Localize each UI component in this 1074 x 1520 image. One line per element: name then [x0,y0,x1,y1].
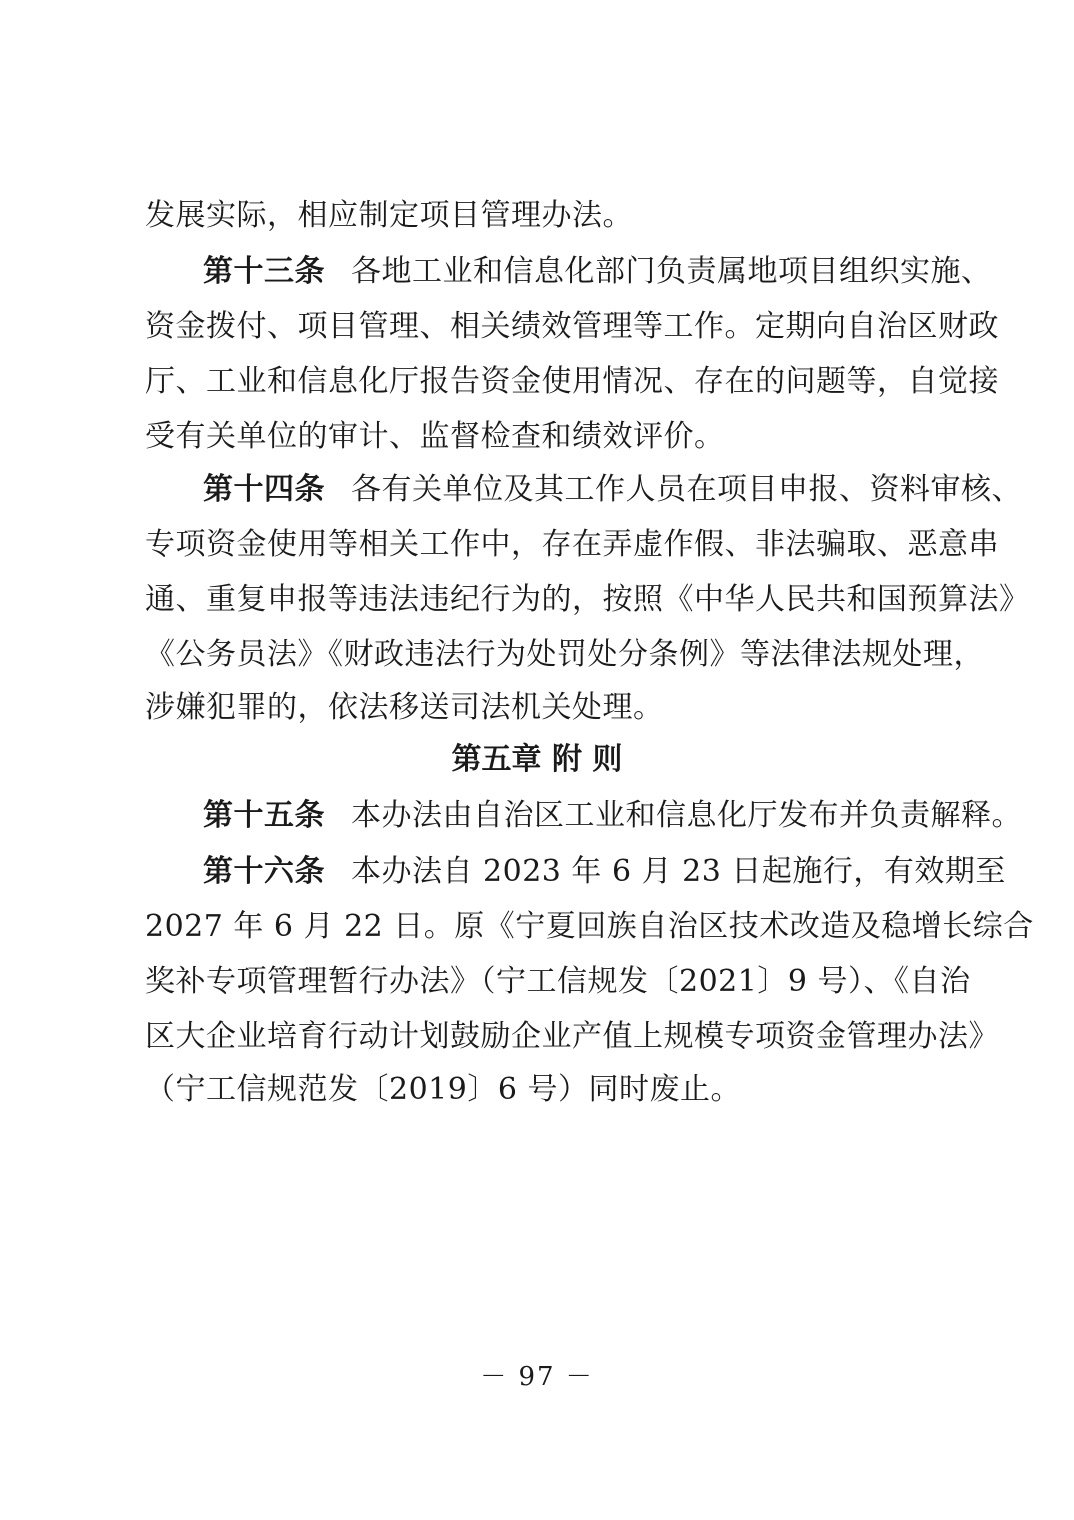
article-14-line-4: 《公务员法》《财政违法行为处罚处分条例》等法律法规处理， [145,637,984,672]
article-13-line-4: 受有关单位的审计、监督检查和绩效评价。 [145,419,725,454]
chapter-5-title: 第五章 附 则 [451,742,623,777]
article-16-heading: 第十六条 [203,854,325,889]
article-16-line-5: （宁工信规范发〔2019〕6 号）同时废止。 [145,1072,741,1107]
article-14-text-1: 各有关单位及其工作人员在项目申报、资料审核、 [351,472,1022,507]
article-13-line-3: 厅、工业和信息化厅报告资金使用情况、存在的问题等，自觉接 [145,364,999,399]
article-14-line-1 [203,470,1022,510]
article-16-line-1 [203,852,1006,892]
article-15-line-1 [203,796,1022,836]
article-16-line-2: 2027 年 6 月 22 日。原《宁夏回族自治区技术改造及稳增长综合 [145,909,1034,944]
article-13-text-1: 各地工业和信息化部门负责属地项目组织实施、 [351,254,992,289]
article-16-line-3: 奖补专项管理暂行办法》（宁工信规发〔2021〕9 号）、《自治 [145,964,971,999]
article-13-heading: 第十三条 [203,254,325,289]
article-14-line-3: 通、重复申报等违法违纪行为的，按照《中华人民共和国预算法》 [145,582,1030,617]
article-14-line-2: 专项资金使用等相关工作中，存在弄虚作假、非法骗取、恶意串 [145,527,999,562]
article-13-line-1 [203,252,1003,292]
article-13-line-2: 资金拨付、项目管理、相关绩效管理等工作。定期向自治区财政 [145,309,999,344]
carry-over-line: 发展实际，相应制定项目管理办法。 [145,198,633,233]
article-14-line-5: 涉嫌犯罪的，依法移送司法机关处理。 [145,690,664,725]
article-15-heading: 第十五条 [203,798,325,833]
article-14-heading: 第十四条 [203,472,325,507]
article-16-text-1: 本办法自 2023 年 6 月 23 日起施行，有效期至 [351,854,1006,889]
article-16-line-4: 区大企业培育行动计划鼓励企业产值上规模专项资金管理办法》 [145,1019,999,1054]
article-15-text-1: 本办法由自治区工业和信息化厅发布并负责解释。 [351,798,1022,833]
page-number: － 97 － [480,1362,594,1392]
